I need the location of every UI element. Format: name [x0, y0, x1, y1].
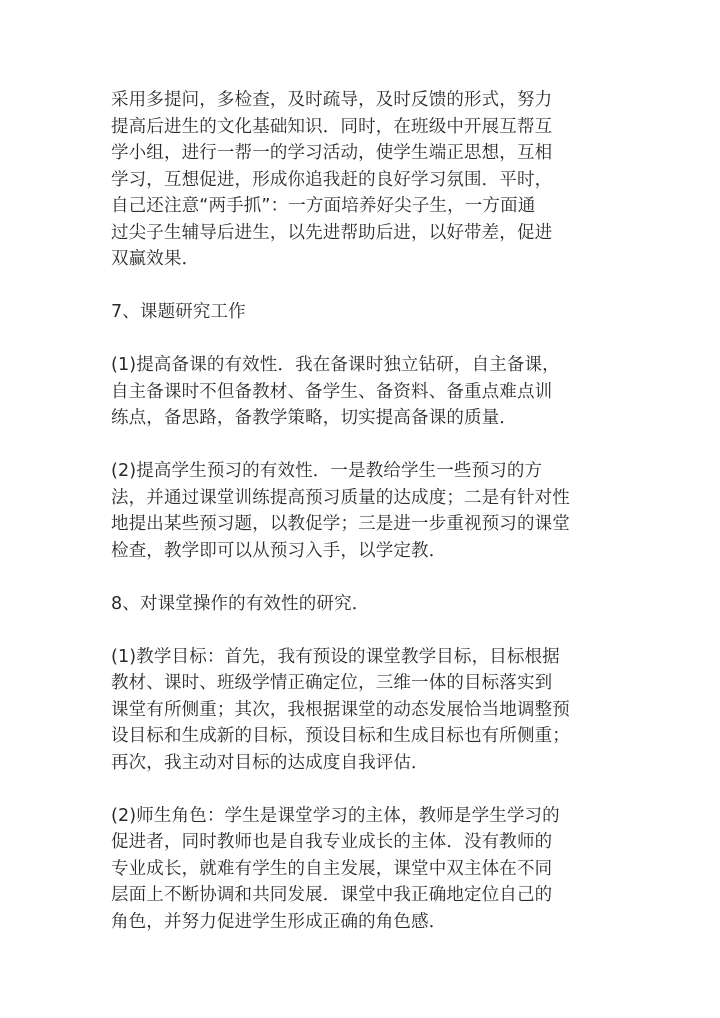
- paragraph-teacher-student-roles: (2)师生角色：学生是课堂学习的主体，教师是学生学习的 促进者，同时教师也是自我专业成长的主体．没有教师的 专业成长，就难有学生的自主发展，课堂中双主体在不同 层面上不断协调和共同发展．课堂中我正确地定位自己的 角色，并努力促进学生形成正确的角色感．: [111, 805, 560, 932]
- paragraph-preview-effectiveness: (2)提高学生预习的有效性．一是教给学生一些预习的方 法，并通过课堂训练提高预习质量的达成度；二是有针对性 地提出某些预习题，以教促学；三是进一步重视预习的课堂 检查，教学即可以从预习入手，以学定教．: [111, 461, 570, 561]
- section-heading-7: 7、课题研究工作: [111, 302, 246, 322]
- paragraph-lesson-prep: (1)提高备课的有效性．我在备课时独立钻研，自主备课， 自主备课时不但备教材、备学生、备资料、备重点难点训 练点，备思路，备教学策略，切实提高备课的质量．: [111, 355, 560, 428]
- section-heading-8: 8、对课堂操作的有效性的研究．: [111, 593, 370, 614]
- paragraph-teaching-goals: (1)教学目标：首先，我有预设的课堂教学目标，目标根据 教材、课时、班级学情正确定位，三维一体的目标落实到 课堂有所侧重；其次，我根据课堂的动态发展恰当地调整预 设目标和生成新的目标，预设目标和生成目标也有所侧重； 再次，我主动对目标的达成度自我评估．: [111, 646, 570, 773]
- paragraph-student-support: 采用多提问，多检查，及时疏导，及时反馈的形式，努力 提高后进生的文化基础知识．同时，在班级中开展互帮互 学小组，进行一帮一的学习活动，使学生端正思想，互相 学习，互想促进，形成你追我赶的良好学习氛围．平时， 自己还注意“两手抓”：一方面培养好尖子生，一方面通 过尖子生辅导后进生，以先进帮助后进，以好带差，促进 双赢效果．: [111, 90, 553, 269]
